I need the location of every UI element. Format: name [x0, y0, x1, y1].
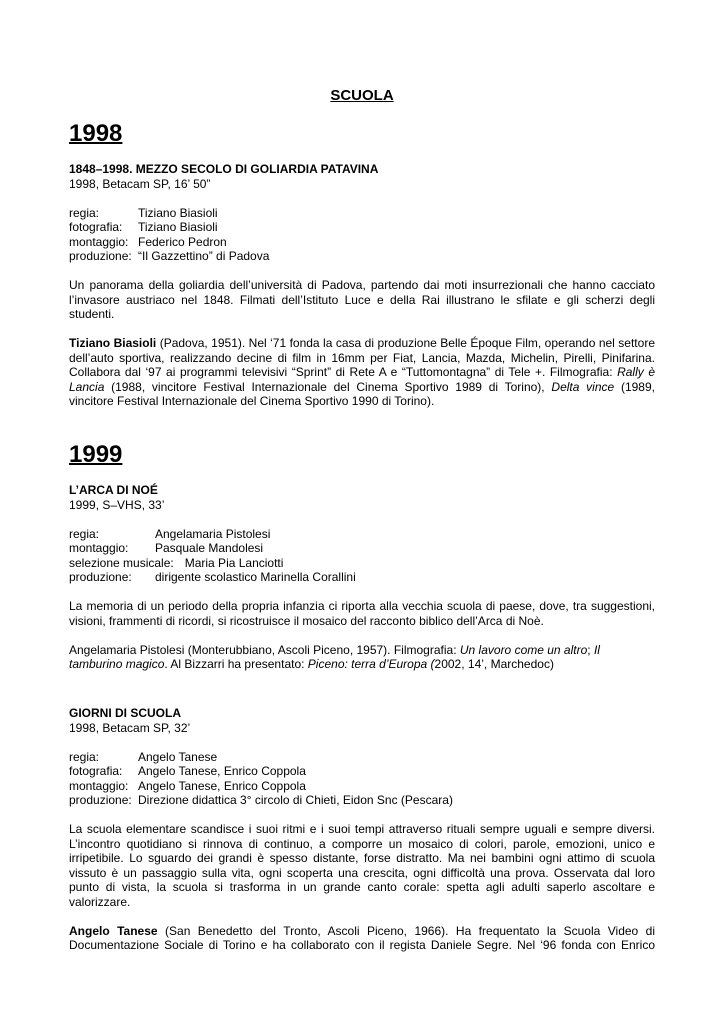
film-info: 1998, Betacam SP, 16’ 50” — [69, 176, 211, 191]
credit-name: Angelo Tanese, Enrico Coppola — [138, 764, 306, 778]
credit-row — [69, 570, 356, 585]
credit-role: produzione: — [69, 793, 132, 807]
bio-text: (San Benedetto del Tronto, Ascoli Piceno, 1966). Ha frequentato la Scuola Video di Documentazione Sociale di Torino e ha collaborato con il regista Daniele Segre. Nel ‘96 fonda con Enrico — [69, 923, 655, 952]
credit-row — [69, 556, 655, 571]
credits-list — [69, 570, 356, 585]
credit-name: Direzione didattica 3° circolo di Chieti, Eidon Snc (Pescara) — [138, 793, 453, 807]
credit-role: regia: — [69, 205, 100, 220]
film-title: GIORNI DI SCUOLA — [69, 706, 182, 720]
film-entry-arca-di-noe — [69, 483, 655, 672]
credit-row — [69, 779, 453, 794]
film-synopsis: Un panorama della goliardia dell’università di Padova, partendo dai moti insurrezionali che hanno cacciato l’invasore austriaco nel 1848. Filmati dell’Istituto Luce e della Rai illustrano le sfilate e gli scherzi degli studenti. — [69, 278, 655, 321]
credit-role: montaggio: — [69, 234, 129, 249]
bio-text: (1989, vincitore Festival Internazionale del Cinema Sportivo 1990 di Torino). — [69, 379, 655, 408]
credits-list — [69, 527, 270, 556]
credit-name: Angelo Tanese — [138, 749, 218, 764]
year-heading-1998: 1998 — [69, 120, 123, 147]
year-heading-1999: 1999 — [69, 441, 123, 468]
film-synopsis: La memoria di un periodo della propria infanzia ci riporta alla vecchia scuola di paese, dove, tra suggestioni, visioni, frammenti di ricordi, si ricostruisce il mosaico del racconto biblico dell’Arca di Noè. — [69, 599, 655, 628]
director-bio — [69, 924, 655, 953]
film-synopsis: La scuola elementare scandisce i suoi ritmi e i suoi tempi attraverso rituali sempre uguali e sempre diversi. L’incontro quotidiano si rinnova di continuo, a comporre un mosaico di colori, parole, emozioni, unico e irripetibile. Lo sguardo dei grandi è spesso distante, forse distratto. Ma nei bambini ogni attimo di scuola vissuto è un passaggio sulla vita, ogni scoperta una crescita, ogni difficoltà una prova. Osservata dal loro punto di vista, la scuola si trasforma in un grande canto corale: spetta agli adulti saperlo ascoltare e valorizzare. — [69, 822, 655, 909]
credit-row — [69, 527, 270, 542]
bio-film-title: Delta vince — [551, 379, 615, 394]
bio-text: . Al Bizzarri ha presentato: — [164, 657, 308, 671]
bio-film-title: Il tamburino magico — [69, 642, 600, 671]
credit-row — [69, 750, 453, 765]
credit-name: Federico Pedron — [138, 234, 227, 249]
film-entry-giorni-di-scuola — [69, 706, 655, 953]
credits-list — [69, 750, 453, 808]
credit-role: regia: — [69, 749, 100, 764]
film-entry-goliardia — [69, 162, 655, 409]
bio-text: (Padova, 1951). Nel ‘71 fonda la casa di produzione Belle Époque Film, operando nel settore dell’auto sportiva, realizzando decine di film in 16mm per Fiat, Lancia, Mazda, Michelin, Pirelli, Pinifarina. Collabora dal ‘97 ai programmi televisivi “Sprint” di Rete A e “Tuttomontagna” di Tele +. Filmografia: — [69, 336, 655, 379]
director-bio — [69, 336, 655, 409]
credit-row — [69, 206, 269, 221]
bio-text: Angelamaria Pistolesi (Monterubbiano, Ascoli Piceno, 1957). Filmografia: — [69, 642, 460, 657]
credit-name: Tiziano Biasioli — [138, 205, 218, 220]
film-title: L’ARCA DI NOÉ — [69, 483, 158, 497]
credit-role: montaggio: — [69, 541, 129, 555]
bio-film-title: Piceno: terra d’Europa ( — [307, 657, 435, 671]
credit-name: Maria Pia Lanciotti — [184, 555, 284, 570]
bio-film-title: Rally è Lancia — [69, 365, 655, 394]
credit-role: fotografia: — [69, 764, 123, 778]
credit-name: “Il Gazzettino” di Padova — [138, 249, 270, 263]
credit-row — [69, 764, 453, 779]
credit-role: selezione musicale: — [69, 555, 174, 570]
bio-text: (1988, vincitore Festival Internazionale del Cinema Sportivo 1989 di Torino), — [104, 379, 552, 394]
bio-text: ; — [587, 642, 594, 657]
credit-name: Angelo Tanese, Enrico Coppola — [138, 778, 306, 793]
film-info: 1999, S–VHS, 33’ — [69, 497, 165, 512]
credit-row — [69, 541, 270, 556]
credit-role: produzione: — [69, 570, 132, 584]
credit-role: produzione: — [69, 249, 132, 263]
director-name: Tiziano Biasioli — [69, 336, 157, 350]
credit-row — [69, 220, 269, 235]
director-name: Angelo Tanese — [69, 923, 158, 938]
film-info: 1998, Betacam SP, 32’ — [69, 720, 191, 735]
credit-row — [69, 249, 269, 264]
credit-row — [69, 793, 453, 808]
film-title: 1848–1998. MEZZO SECOLO DI GOLIARDIA PATAVINA — [69, 162, 379, 176]
director-bio — [69, 643, 655, 672]
credit-name: dirigente scolastico Marinella Corallini — [155, 570, 356, 584]
credit-name: Angelamaria Pistolesi — [155, 526, 271, 541]
bio-film-title: Un lavoro come un altro — [459, 642, 588, 657]
credit-role: regia: — [69, 526, 100, 541]
credit-role: montaggio: — [69, 778, 129, 793]
section-title: SCUOLA — [330, 87, 394, 104]
credit-name: Pasquale Mandolesi — [155, 541, 264, 555]
bio-text: 2002, 14’, Marchedoc) — [434, 657, 554, 671]
credit-name: Tiziano Biasioli — [138, 220, 218, 234]
credit-role: fotografia: — [69, 220, 123, 234]
credit-row — [69, 235, 269, 250]
credits-list — [69, 206, 269, 264]
